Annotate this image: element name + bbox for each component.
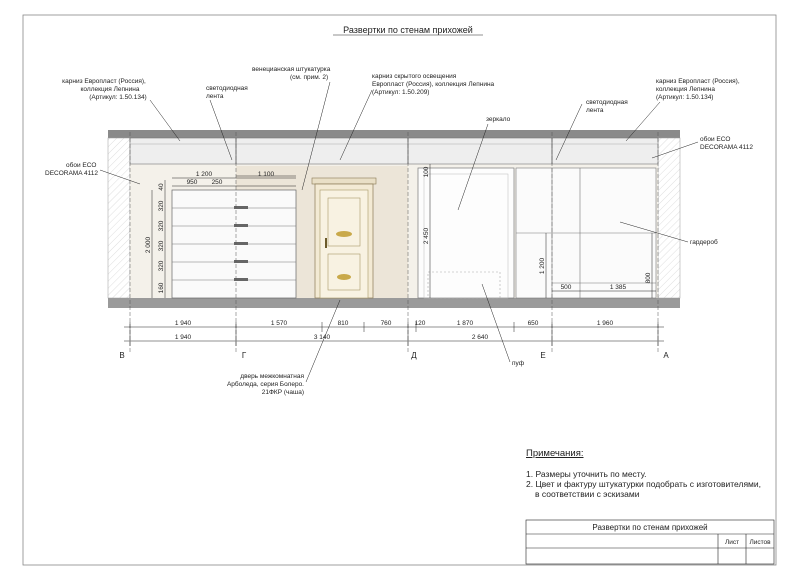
- dim-row1-5: 1 870: [456, 320, 474, 327]
- wall-elevation: [108, 130, 680, 352]
- axis-label-a: А: [663, 351, 669, 360]
- axis-label-g: Г: [241, 351, 247, 360]
- svg-text:DECORAMA 4112: DECORAMA 4112: [45, 170, 98, 177]
- svg-text:венецианская штукатурка: венецианская штукатурка: [252, 66, 331, 73]
- dim-wardrobe-1385: 1 385: [609, 284, 627, 291]
- wardrobe-unit: [516, 168, 656, 298]
- dim-row1-4: 120: [414, 320, 426, 327]
- dim-left-320b: 320: [158, 220, 165, 232]
- svg-text:Европласт (Россия), коллекция: Европласт (Россия), коллекция Лепнина: [372, 81, 495, 88]
- svg-text:карниз Европласт (Россия),: карниз Европласт (Россия),: [62, 78, 146, 85]
- bottom-dimension-chains: [124, 322, 664, 346]
- dim-row1-7: 1 960: [596, 320, 614, 327]
- dim-left-40: 40: [158, 183, 165, 191]
- interior-door: [312, 178, 376, 298]
- dim-row1-0: 1 940: [174, 320, 192, 327]
- dim-mirror-2450: 2 450: [423, 227, 430, 245]
- dim-left-320c: 320: [158, 240, 165, 252]
- callout-door: [227, 300, 340, 396]
- dim-top-1100: 1 100: [257, 171, 275, 178]
- axis-label-e: Е: [540, 351, 546, 360]
- note-2-continuation: в соответствии с эскизами: [535, 489, 640, 499]
- svg-text:21ФКР (чаша): 21ФКР (чаша): [261, 389, 304, 396]
- dim-top-950: 950: [186, 179, 198, 186]
- svg-text:коллекция Лепнина: коллекция Лепнина: [80, 86, 140, 93]
- svg-text:(см. прим. 2): (см. прим. 2): [290, 74, 329, 81]
- svg-text:карниз скрытого освещения: карниз скрытого освещения: [372, 73, 457, 80]
- svg-text:дверь межкомнатная: дверь межкомнатная: [240, 373, 304, 380]
- floor-slab: [108, 298, 680, 308]
- dim-row1-6: 650: [527, 320, 539, 327]
- svg-text:зеркало: зеркало: [486, 116, 511, 123]
- notes-heading: Примечания:: [526, 448, 584, 459]
- note-1: 1. Размеры уточнить по месту.: [526, 469, 647, 479]
- svg-text:Арболеда, серия Болеро.: Арболеда, серия Болеро.: [226, 381, 304, 388]
- svg-text:коллекция Лепнина: коллекция Лепнина: [656, 86, 715, 93]
- svg-text:светодиодная: светодиодная: [586, 99, 628, 106]
- dim-left-320d: 320: [158, 260, 165, 272]
- svg-text:карниз Европласт (Россия),: карниз Европласт (Россия),: [656, 78, 740, 85]
- dim-left-160: 160: [158, 282, 165, 294]
- svg-text:(Артикул: 1.50.134): (Артикул: 1.50.134): [89, 94, 147, 101]
- stamp-sheet-label: Лист: [724, 539, 740, 546]
- svg-text:(Артикул: 1.50.134): (Артикул: 1.50.134): [656, 94, 714, 101]
- dim-row1-3: 760: [380, 320, 392, 327]
- notes-block: [526, 448, 776, 499]
- svg-text:(Артикул: 1.50.209): (Артикул: 1.50.209): [372, 89, 430, 96]
- svg-text:лента: лента: [206, 93, 224, 100]
- axis-label-v: В: [119, 351, 125, 360]
- stamp-sheets-label: Листов: [749, 539, 771, 546]
- svg-text:гардероб: гардероб: [690, 239, 718, 246]
- axis-label-d: Д: [411, 351, 417, 360]
- ceiling-slab: [108, 130, 680, 138]
- dim-top-250: 250: [211, 179, 223, 186]
- dim-row2-1: 3 140: [313, 334, 331, 341]
- dim-wardrobe-800: 800: [645, 272, 652, 284]
- dim-row2-0: 1 940: [174, 334, 192, 341]
- svg-text:лента: лента: [586, 107, 604, 114]
- svg-text:пуф: пуф: [512, 360, 525, 367]
- svg-text:обои ECO: обои ECO: [700, 136, 731, 143]
- dim-wardrobe-500: 500: [560, 284, 572, 291]
- dim-top-1200: 1 200: [195, 171, 213, 178]
- side-wall-left: [108, 138, 130, 298]
- ceiling-band: [130, 138, 658, 164]
- dim-left-2000: 2 000: [145, 236, 152, 254]
- side-wall-right: [658, 138, 680, 298]
- drawing-title: Развертки по стенам прихожей: [343, 25, 473, 35]
- dim-left-320a: 320: [158, 200, 165, 212]
- dim-mirror-100: 100: [423, 166, 430, 178]
- dim-row2-2: 2 640: [471, 334, 489, 341]
- dim-row1-2: 810: [337, 320, 349, 327]
- stamp-title: Развертки по стенам прихожей: [592, 523, 708, 532]
- svg-text:DECORAMA 4112: DECORAMA 4112: [700, 144, 753, 151]
- svg-text:светодиодная: светодиодная: [206, 85, 248, 92]
- dim-row1-1: 1 570: [270, 320, 288, 327]
- note-2: 2. Цвет и фактуру штукатурки подобрать с изготовителями,: [526, 479, 761, 489]
- dim-wardrobe-1200: 1 200: [539, 257, 546, 275]
- svg-text:обои ECO: обои ECO: [66, 162, 97, 169]
